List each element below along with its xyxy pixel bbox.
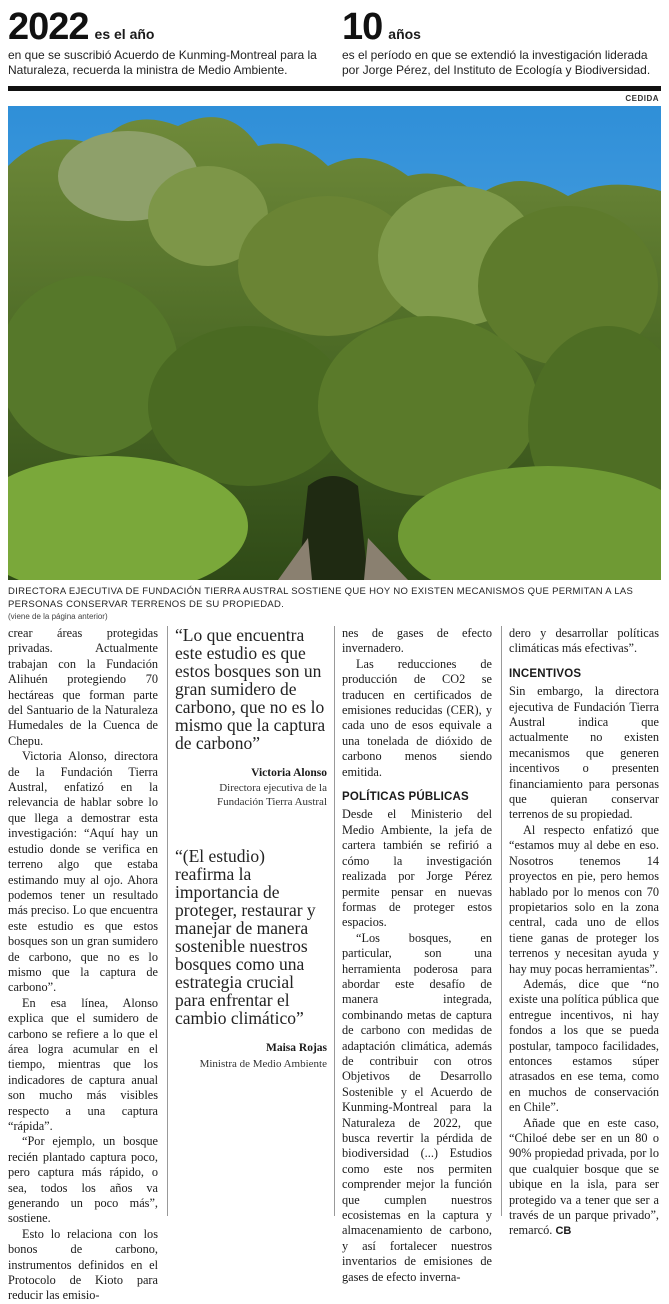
paragraph: Las reducciones de producción de CO2 se traducen en certificados de emisiones reducidas (CER), y cada uno de esos equivale a una tonelada de dióxido de carbono menos siendo emitida. — [342, 656, 492, 779]
column-divider — [167, 626, 168, 1216]
stat-text: es el período en que se extendió la investigación liderada por Jorge Pérez, del Instituto de Ecología y Biodiversidad. — [342, 48, 651, 77]
paragraph: Esto lo relaciona con los bonos de carbono, instrumentos definidos en el Protocolo de Kioto para reducir las emisio- — [8, 1226, 158, 1303]
paragraph: “Los bosques, en particular, son una herramienta poderosa para abordar este desafío de manera integrada, combinando metas de captura de carbono con medidas de adaptación climática, además de contribuir con otros Objetivos de Desarrollo Sostenible y el Acuerdo de Kunming-Montreal para la Naturaleza de 2022, que busca revertir la pérdida de biodiversidad (...) Estudios como este nos permiten comprender mejor la función que cumplen nuestros ecosistemas en la captura y almacenamiento de carbono, y así fortalecer nuestros inventarios de emisiones de gases de efecto inverna- — [342, 930, 492, 1284]
end-mark: CB — [555, 1225, 572, 1238]
column-divider — [501, 626, 502, 1216]
quote-author: Maisa Rojas — [265, 1042, 327, 1055]
paragraph: Desde el Ministerio del Medio Ambiente, la jefa de cartera también se refirió a cómo la investigación realizada por Jorge Pérez permite pensar en nuevas formas de proteger estos espacios. — [342, 807, 492, 930]
column-divider — [334, 626, 335, 1216]
column-1 — [8, 626, 158, 1304]
column-4 — [509, 626, 659, 1240]
continued-note: (viene de la página anterior) — [8, 612, 108, 621]
forest-photo — [8, 106, 661, 580]
divider-bar — [8, 86, 661, 91]
paragraph: crear áreas protegidas privadas. Actualmente trabajan con la Fundación Alihuén protegiendo 70 hectáreas que forman parte del Santuario de la Naturaleza Humedales de la Cuenca de Chepu. — [8, 626, 158, 748]
pull-quote — [175, 626, 327, 809]
stat-number: 2022 — [8, 6, 89, 48]
quote-text: “Lo que encuentra este estudio es que estos bosques son un gran sumidero de carbono, que no es lo mismo que la captura de carbono” — [175, 625, 326, 753]
paragraph: “Por ejemplo, un bosque recién plantado captura poco, pero captura más rápido, o sea, todos los años va generando un poco más”, sostiene. — [8, 1134, 158, 1226]
pull-quote — [175, 847, 327, 1070]
paragraph: Al respecto enfatizó que “estamos muy al debe en eso. Nosotros tenemos 14 proyectos en pie, pero hemos hablado por lo menos con 70 propietarios solo en la zona central, cada uno de ellos tiene ganas de proteger los terrenos y necesitan ayuda y hay muy pocas herramientas”. — [509, 822, 659, 976]
column-3 — [342, 626, 492, 1285]
stat-years — [342, 8, 661, 78]
quote-role: Ministra de Medio Ambiente — [199, 1057, 327, 1070]
stat-text: en que se suscribió Acuerdo de Kunming-Montreal para la Naturaleza, recuerda la ministra de Medio Ambiente. — [8, 48, 317, 77]
stat-label: es el año — [94, 26, 155, 42]
stat-year — [8, 8, 326, 78]
photo-caption: DIRECTORA EJECUTIVA DE FUNDACIÓN TIERRA AUSTRAL SOSTIENE QUE HOY NO EXISTEN MECANISMOS QUE PERMITAN A LAS PERSONAS CONSERVAR TERRENOS DE SU PROPIEDAD. — [8, 586, 634, 610]
section-heading: POLÍTICAS PÚBLICAS — [342, 791, 469, 804]
quote-author: Victoria Alonso — [251, 767, 327, 779]
paragraph: dero y desarrollar políticas climáticas más efectivas”. — [509, 626, 659, 656]
stat-label: años — [388, 26, 421, 42]
paragraph: En esa línea, Alonso explica que el sumidero de carbono se refiere a lo que el área logra acumular en el tiempo, mientras que los indicadores de captura anual son mucho más visibles respecto a una captura “rápida”. — [8, 995, 158, 1133]
section-heading: INCENTIVOS — [509, 667, 582, 680]
paragraph: nes de gases de efecto invernadero. — [342, 626, 492, 656]
photo-credit: CEDIDA — [625, 94, 659, 103]
stat-number: 10 — [342, 6, 383, 48]
paragraph: Sin embargo, la directora ejecutiva de Fundación Tierra Austral indica que actualmente no existen mecanismos que generen incentivos o presenten financiamiento para personas que quieran conservar terrenos de su propiedad. — [509, 684, 659, 822]
paragraph — [509, 1116, 659, 1240]
paragraph: Además, dice que “no existe una política pública que entregue incentivos, ni hay fondos a los que se pueda postular, tampoco facilidades, entonces estamos súper atrasados en ese tema, como en muchos de conservación en Chile”. — [509, 976, 659, 1115]
quote-role: Directora ejecutiva de la Fundación Tierra Austral — [217, 782, 327, 809]
quote-text: “(El estudio) reafirma la importancia de proteger, restaurar y manejar de manera sostenible nuestros bosques como una estrategia crucial para enfrentar el cambio climático” — [175, 846, 316, 1029]
column-2 — [175, 626, 327, 1071]
paragraph: Victoria Alonso, directora de la Fundación Tierra Austral, enfatizó en la relevancia de hablar sobre lo que llega a demostrar esta investigación: “Aquí hay un estudio donde se verifica en terreno algo que estaba estimando muy al ojo. Ahora podemos tener un resultado más preciso. Lo que encuentra este estudio es que estos bosques son un gran sumidero de carbono, que no es lo mismo que la captura de carbono”. — [8, 749, 158, 995]
paragraph-text: Añade que en este caso, “Chiloé debe ser en un 80 o 90% propiedad privada, por lo que cualquier bosque que se ubique en la isla, para ser protegido va a tener que ser a través de un parque privado”, remarcó. — [509, 1115, 659, 1238]
top-stats — [8, 8, 661, 92]
